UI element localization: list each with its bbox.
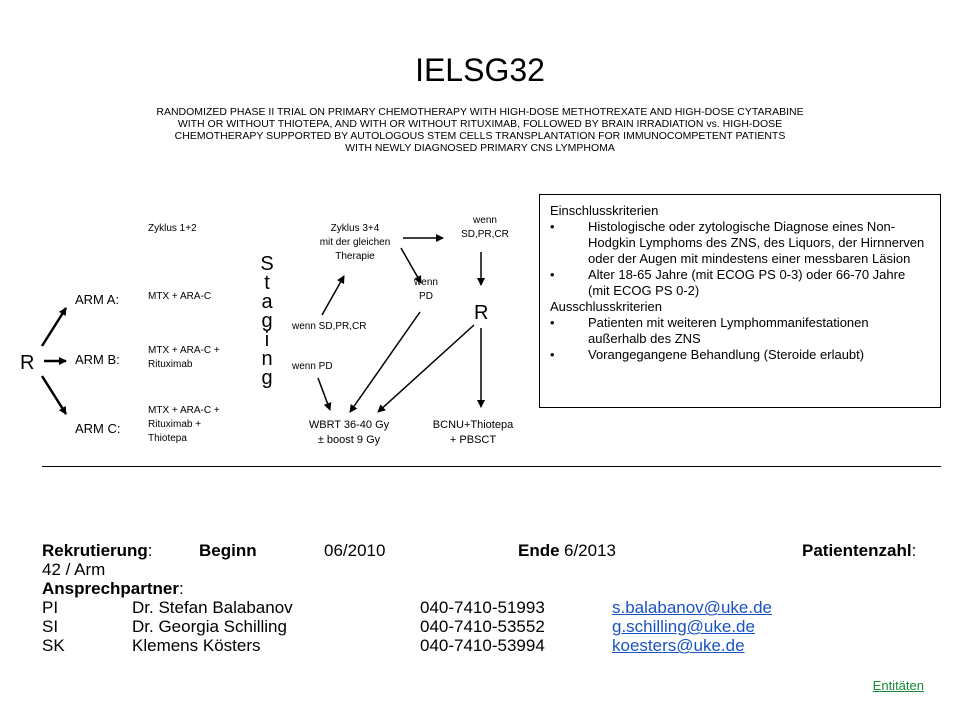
exclusion-item	[550, 347, 930, 363]
arrow-mid-pd-to-wbrt	[318, 378, 330, 410]
patients-label: Patientenzahl	[802, 541, 912, 560]
patients-value: 42 / Arm	[42, 560, 106, 579]
bullet-icon: •	[550, 267, 555, 282]
inclusion-item	[550, 219, 930, 267]
arm-a-label: ARM A:	[75, 292, 120, 307]
contacts-label: Ansprechpartner	[42, 579, 179, 598]
top-response-condition: wenn SD,PR,CR	[461, 215, 509, 240]
end-label: Ende	[518, 541, 560, 560]
end-value: 6/2013	[564, 541, 616, 560]
contact-row	[42, 598, 942, 617]
recruitment-row	[42, 541, 942, 560]
arrow-to-arm-a	[42, 308, 66, 346]
contact-row	[42, 636, 942, 655]
page-title: IELSG32	[415, 52, 545, 88]
bullet-icon: •	[550, 315, 555, 330]
start-value: 06/2010	[324, 541, 386, 560]
contact-phone: 040-7410-53994	[420, 636, 545, 655]
cycle-1-2-label: Zyklus 1+2	[148, 223, 197, 234]
trial-info	[42, 541, 942, 655]
arm-c-label: ARM C:	[75, 421, 121, 436]
bullet-icon: •	[550, 219, 555, 234]
contact-name: Dr. Georgia Schilling	[132, 617, 287, 636]
mid-pd-condition: wenn PD	[292, 361, 333, 372]
exclusion-title: Ausschlusskriterien	[550, 299, 662, 314]
bcnu-treatment: BCNU+Thiotepa + PBSCT	[432, 419, 514, 446]
staging-label	[257, 255, 277, 388]
contact-role: SK	[42, 636, 65, 655]
wbrt-treatment: WBRT 36-40 Gy ± boost 9 Gy	[308, 419, 390, 446]
trial-subtitle: RANDOMIZED PHASE II TRIAL ON PRIMARY CHEMOTHERAPY WITH HIGH-DOSE METHOTREXATE AND HIGH-DOSE CYTARABINE WITH OR WITHOUT THIOTEPA, AND WITH OR WITHOUT RITUXIMAB, FOLLOWED BY BRAIN IRRADIATION vs. HIGH-DOSE CHEMOTHERAPY SUPPORTED BY AUTOLOGOUS STEM CELLS TRANSPLANTATION FOR IMMUNOCOMPETENT PATIENTS WITH NEWLY DIAGNOSED PRIMARY CNS LYMPHOMA	[156, 106, 804, 154]
contact-phone: 040-7410-51993	[420, 598, 545, 617]
exclusion-text: Patienten mit weiteren Lymphommanifestationen außerhalb des ZNS	[588, 315, 869, 346]
staging-letter: n	[261, 348, 273, 370]
regimen-arm-c: MTX + ARA-C + Rituximab + Thiotepa	[148, 405, 220, 444]
exclusion-text: Vorangegangene Behandlung (Steroide erlaubt)	[588, 347, 865, 362]
regimen-arm-b: MTX + ARA-C + Rituximab	[148, 345, 220, 370]
arm-b-label: ARM B:	[75, 352, 120, 367]
colon: :	[911, 541, 917, 560]
arrow-r-to-wbrt	[378, 325, 474, 412]
colon: :	[147, 541, 153, 560]
staging-letter: S	[260, 253, 274, 275]
recruitment-label: Rekrutierung	[42, 541, 148, 560]
contact-row	[42, 617, 942, 636]
exclusion-item	[550, 315, 930, 347]
arrow-to-cycle-3-4	[322, 276, 344, 315]
inclusion-text: Alter 18-65 Jahre (mit ECOG PS 0-3) oder 66-70 Jahre (mit ECOG PS 0-2)	[588, 267, 906, 298]
contacts-header-row	[42, 579, 942, 598]
inclusion-item	[550, 267, 930, 299]
regimen-arm-a: MTX + ARA-C	[148, 291, 212, 302]
inclusion-text: Histologische oder zytologische Diagnose eines Non-Hodgkin Lymphoms des ZNS, des Liquors, der Hirnnerven oder der Augen mit mindestens einer messbaren Läsion	[588, 219, 925, 266]
top-pd-condition: wenn PD	[414, 277, 438, 302]
bullet-icon: •	[550, 347, 555, 362]
contact-role: PI	[42, 598, 59, 617]
criteria-box	[539, 194, 941, 408]
staging-letter: i	[264, 329, 270, 351]
contact-name: Klemens Kösters	[132, 636, 261, 655]
randomization-right: R	[474, 302, 489, 324]
cycle-3-4-label: Zyklus 3+4 mit der gleichen Therapie	[319, 223, 391, 262]
randomization-left: R	[20, 352, 35, 374]
contact-role: SI	[42, 617, 59, 636]
entities-link[interactable]: Entitäten	[872, 678, 924, 693]
inclusion-title: Einschlusskriterien	[550, 203, 659, 218]
staging-letter: g	[261, 310, 273, 332]
start-label: Beginn	[199, 541, 257, 560]
contact-email-link[interactable]: g.schilling@uke.de	[612, 617, 755, 636]
arrow-to-arm-c	[42, 376, 66, 414]
contact-phone: 040-7410-53552	[420, 617, 545, 636]
patients-row	[42, 560, 942, 579]
contact-email-link[interactable]: koesters@uke.de	[612, 636, 745, 655]
contact-email-link[interactable]: s.balabanov@uke.de	[612, 598, 772, 617]
divider	[42, 466, 941, 467]
staging-letter: a	[261, 291, 273, 313]
mid-response-condition: wenn SD,PR,CR	[292, 321, 367, 332]
contact-name: Dr. Stefan Balabanov	[132, 598, 293, 617]
staging-letter: t	[264, 272, 270, 294]
staging-letter: g	[261, 367, 273, 389]
colon: :	[178, 579, 184, 598]
